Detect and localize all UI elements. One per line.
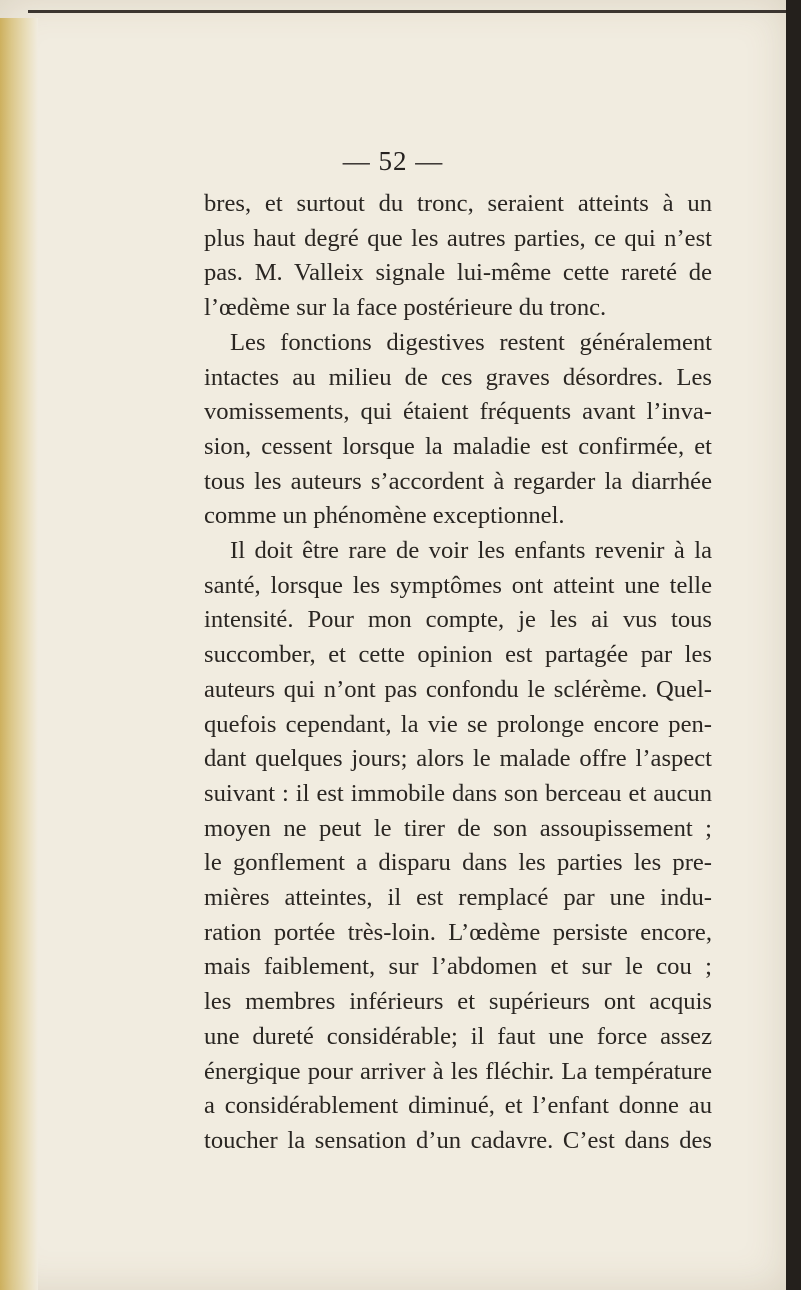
text-line: pas. M. Valleix signale lui-même cette rareté de — [204, 259, 712, 287]
page-gutter-edge — [0, 18, 38, 1290]
text-line: auteurs qui n’ont pas confondu le sclérème. Quel- — [204, 675, 712, 703]
text-line: tous les auteurs s’accordent à regarder la diarrhée — [204, 467, 712, 495]
body-text — [204, 187, 712, 1159]
top-rule — [28, 10, 786, 13]
text-line: quefois cependant, la vie se prolonge encore pen- — [204, 710, 712, 738]
text-line: une dureté considérable; il faut une force assez — [204, 1022, 712, 1050]
text-line: Les fonctions digestives restent généralement — [230, 328, 712, 356]
text-line: bres, et surtout du tronc, seraient atteints à un — [204, 190, 712, 217]
text-line: l’œdème sur la face postérieure du tronc. — [204, 294, 607, 322]
text-line: énergique pour arriver à les fléchir. La température — [204, 1057, 712, 1085]
text-line: comme un phénomène exceptionnel. — [204, 502, 565, 530]
text-line: intensité. Pour mon compte, je les ai vus tous — [204, 606, 712, 634]
text-line: toucher la sensation d’un cadavre. C’est dans des — [204, 1126, 712, 1154]
text-line: santé, lorsque les symptômes ont atteint une telle — [204, 571, 712, 599]
text-line: Il doit être rare de voir les enfants revenir à la — [230, 537, 712, 565]
text-line: plus haut degré que les autres parties, ce qui n’est — [204, 224, 712, 252]
text-line: suivant : il est immobile dans son berceau et aucun — [204, 779, 712, 807]
text-line: le gonflement a disparu dans les parties les pre- — [204, 849, 712, 877]
text-line: dant quelques jours; alors le malade offre l’aspect — [204, 745, 712, 773]
text-line: intactes au milieu de ces graves désordres. Les — [204, 363, 712, 391]
text-line: succomber, et cette opinion est partagée par les — [204, 641, 712, 669]
text-line: sion, cessent lorsque la maladie est confirmée, et — [204, 432, 712, 460]
text-line: moyen ne peut le tirer de son assoupissement ; — [204, 814, 712, 842]
scan-border — [786, 0, 801, 1290]
page-number: — 52 — — [342, 146, 444, 176]
text-line: les membres inférieurs et supérieurs ont acquis — [204, 988, 712, 1016]
text-line: vomissements, qui étaient fréquents avant l’inva- — [204, 398, 712, 426]
text-line: a considérablement diminué, et l’enfant donne au — [204, 1092, 712, 1120]
text-line: ration portée très-loin. L’œdème persiste encore, — [204, 918, 712, 946]
text-line: mais faiblement, sur l’abdomen et sur le cou ; — [204, 953, 712, 981]
text-line: mières atteintes, il est remplacé par une indu- — [204, 884, 712, 912]
